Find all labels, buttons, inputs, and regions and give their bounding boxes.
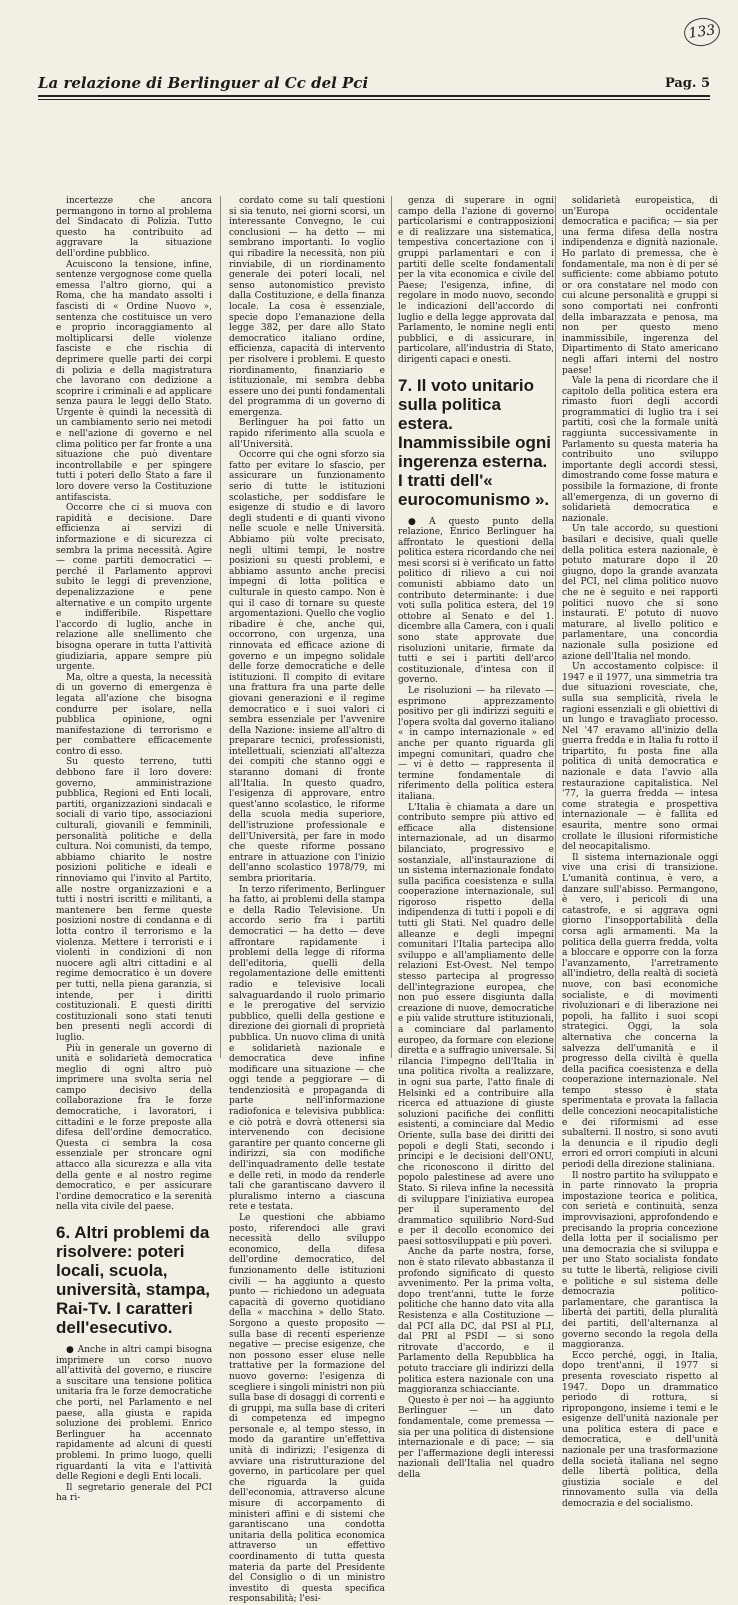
paragraph: Vale la pena di ricordare che il capitolo della politica estera era rimasto fuori degli accordi programmatici di luglio tra i sei partiti, così che la formale unità raggiunta successivamente in Parlamento su questa materia ha contribuito uno sviluppo importante degli accordi stessi, dimostrando come fosse matura e possibile la formazione, di fronte all'emergenza, di un governo di solidarietà democratica e nazionale.	[562, 376, 718, 524]
paragraph: Il nostro partito ha sviluppato e in parte rinnovato la propria impostazione teorica e politica, con serietà e continuità, senza improvvisazioni, approfondendo e precisando la propria concezione della lotta per il socialismo per una democrazia che si sviluppa e per uno Stato socialista fondato su tutte le libertà, religiose civili e politiche e sul sistema delle democrazia politico-parlamentare, che garantisca la libertà dei partiti, della pluralità dei partiti, dell'alternanza al governo secondo la regola della maggioranza.	[562, 1170, 718, 1351]
column-4	[562, 196, 718, 1510]
paragraph: Le questioni che abbiamo posto, riferendoci alle gravi necessità dello sviluppo economico, della difesa dell'ordine democratico, del funzionamento delle istituzioni civili — ha aggiunto a questo punto — richiedono un adeguata capacità di governo quotidiano della « macchina » dello Stato. Sorgono a questo proposito — sulla base di recenti esperienze negative — precise esigenze, che non possono esser eluse nelle trattative per la formazione del nuovo governo: l'esigenza di scegliere i singoli ministri non più sulla base di dosaggi di correnti e di gruppi, ma sulla base di criteri di competenza ed impegno personale e, al tempo stesso, in modo da garantire un'effettiva unità di indirizzi; l'esigenza di avviare una ristrutturazione del governo, in particolare per quel che riguarda la guida dell'economia, attraverso alcune misure di accorpamento di ministeri affini e di sistemi che garantiscano una condotta unitaria della politica economica attraverso un effettivo coordinamento di tutta questa materia da parte del Presidente del Consiglio o di un ministro investito di questa specifica responsabilità; l'esi-	[229, 1213, 385, 1605]
paragraph: Questo è per noi — ha aggiunto Berlinguer — un dato fondamentale, come premessa — sia per una politica di distensione internazionale e di pace; — sia per l'affermazione degli interessi nazionali dell'Italia nel quadro della	[398, 1395, 554, 1480]
section-6-heading: 6. Altri problemi da risolvere: poteri locali, scuola, università, stampa, Rai-Tv. I caratteri dell'esecutivo.	[56, 1223, 211, 1337]
paragraph: ● A questo punto della relazione, Enrico Berlinguer ha affrontato le questioni della politica estera ricordando che nei mesi scorsi si è verificato un fatto politico di rilievo a cui noi comunisti abbiamo dato un contributo determinante: i due voti sulla politica estera, del 19 ottobre al Senato e del 1. dicembre alla Camera, con i quali sono state approvate due risoluzioni unitarie, firmate da tutti e sei i partiti dell'arco costituzionale, d'intesa con il governo.	[398, 516, 555, 686]
column-3	[398, 196, 555, 1480]
running-title: La relazione di Berlinguer al Cc del Pci	[38, 74, 369, 92]
paragraph: incertezze che ancora permangono in torno al problema del Sindacato di Polizia. Tutto questo ha contribuito ad aggravare la situazione dell'ordine pubblico.	[56, 196, 212, 259]
handwritten-page-number: 133	[682, 16, 722, 49]
paragraph: L'Italia è chiamata a dare un contributo sempre più attivo ed efficace alla distensione internazionale, ad un disarmo bilanciato, progressivo e sostanziale, all'instaurazione di un sistema internazionale fondato sulla pacifica coesistenza e sulla cooperazione internazionale, sul rigoroso rispetto della indipendenza di tutti i popoli e di tutti gli Stati. Nel quadro delle alleanze e degli impegni comunitari l'Italia partecipa allo sviluppo e all'ampliamento delle relazioni Est-Ovest. Nel tempo stesso partecipa al progresso dell'integrazione europea, che non può essere disgiunta dalla creazione di nuove, democratiche e più valide strutture istituzionali, a cominciare dal parlamento europeo, da formare con elezione diretta e a suffragio universale. Si rilancia l'impegno dell'Italia in una politica rivolta a realizzare, in ogni sua parte, l'atto finale di Helsinki ed a contribuire alla ricerca ed attuazione di giuste soluzioni pacifiche dei conflitti esistenti, a cominciare dal Medio Oriente, sulla base dei diritti dei popoli e degli Stati, secondo i principi e le decisioni dell'ONU, che riconoscono il diritto del popolo palestinese ad avere uno Stato. Si rileva infine la necessità di sviluppare l'iniziativa europea per il superamento del drammatico squilibrio Nord-Sud e per il decollo economico dei paesi sottosviluppati e più poveri.	[398, 802, 554, 1247]
column-2	[229, 196, 385, 1605]
paragraph: Berlinguer ha poi fatto un rapido riferimento alla scuola e all'Università.	[229, 418, 385, 450]
paragraph: Più in generale un governo di unità e solidarietà democratica meglio di ogni altro può imprimere una svolta seria nel campo decisivo della collaborazione fra le forze democratiche, i lavoratori, i cittadini e le forze preposte alla difesa dell'ordine democratico. Questa ci sembra la cosa essenziale per stroncare ogni attacco alla sicurezza e alla vita della gente e al nostro regime democratico, e per assicurare l'ordine democratico e la serenità nella vita civile del paese.	[56, 1043, 212, 1213]
column-divider	[555, 196, 556, 1058]
bullet-icon: ●	[66, 1345, 75, 1355]
column-divider	[391, 196, 392, 1058]
paragraph: Il sistema internazionale oggi vive una crisi di transizione. L'umanità continua, è vero, a danzare sull'abisso. Permangono, è vero, i pericoli di una catastrofe, e si aggrava ogni giorno l'insopportabilità della corsa agli armamenti. Ma la politica della guerra fredda, volta a bloccare e opporre con la forza l'avanzamento, l'arretramento all'indietro, della realtà di società nuove, con basi economiche socialiste, e di movimenti rivoluzionari e di liberazione nei popoli, ha fallito i suoi scopi strategici. Oggi, la sola alternativa che concerna la salvezza dell'umanità e il progresso della civiltà è quella della pacifica coesistenza e della cooperazione internazionale. Nel tempo stesso è stata sperimentata e provata la fallacia delle concezioni neocapitalistiche e dei riformismi ad esse subalterni. Il nostro, si sono avuti la denuncia e il ripudio degli errori ed orrori compiuti in alcuni periodi della direzione staliniana.	[562, 852, 718, 1171]
paragraph: Acuiscono la tensione, infine, sentenze vergognose come quella emessa l'altro giorno, qui a Roma, che ha mandato assolti i fascisti di « Ordine Nuovo », sentenza che costituisce un vero e proprio incoraggiamento al moltiplicarsi delle violenze fasciste e che rischia di deprimere quelle parti dei corpi di polizia e della magistratura che lavorano con dedizione a scoprire i criminali e ad applicare senza paura le leggi dello Stato. Urgente è quindi la necessità di un cambiamento serio nei metodi e nell'azione di governo e nel clima politico per far fronte a una situazione che può diventare incontrollabile e per spingere tutti i poteri dello Stato a fare il loro dovere verso la Costituzione antifascista.	[56, 259, 212, 503]
section-7-heading: 7. Il voto unitario sulla politica estera. Inammissibile ogni ingerenza esterna. I tratti dell'« eurocomunismo ».	[398, 375, 552, 509]
paragraph: Le risoluzioni — ha rilevato — esprimono apprezzamento positivo per gli indirizzi seguiti e l'opera svolta dal governo italiano « in campo internazionale » ed anche per quanto riguarda gli impegni comunitari, quadro che — vi è detto — rappresenta il termine fondamentale di riferimento della politica estera italiana.	[398, 686, 554, 802]
page-header	[38, 74, 710, 96]
paragraph: Su questo terreno, tutti debbono fare il loro dovere: governo, amministrazione pubblica, Regioni ed Enti locali, partiti, organizzazioni sindacali e sociali di vario tipo, associazioni culturali, giovanili e femminili, personalità politiche e della cultura. Noi comunisti, da tempo, abbiamo chiarito le nostre posizioni politiche e ideali e rinnoviamo qui l'invito al Partito, alle nostre organizzazioni e a tutti i nostri iscritti e militanti, a mantenere ben ferme queste posizioni nostre di condanna e di lotta contro il terrorismo e la violenza. Mettere i terroristi e i violenti in condizioni di non nuocere agli altri cittadini e al regime democratico è un dovere per tutti, nella piena garanzia, si intende, per i diritti costituzionali. E questi diritti costituzionali sono stati tenuti ben presenti negli accordi di luglio.	[56, 757, 212, 1043]
paragraph: cordato come su tali questioni si sia tenuto, nei giorni scorsi, un interessante Convegno, le cui conclusioni — ha detto — mi sembrano importanti. Io voglio qui ribadire la necessità, non più rinviabile, di un riordinamento generale dei poteri locali, nel senso autonomistico previsto dalla Costituzione, e della finanza locale. La cosa è essenziale, specie dopo l'emanazione della legge 382, per dare allo Stato democratico italiano ordine, efficienza, capacità di intervento per risolvere i problemi. E questo riordinamento, finanziario e istituzionale, mi sembra debba essere uno dei punti fondamentali del programma di un governo di emergenza.	[229, 196, 385, 418]
header-rule	[38, 95, 710, 97]
paragraph: genza di superare in ogni campo della l'azione di governo particolarismi e contrapposizioni e di realizzare una sistematica, tempestiva concertazione con i gruppi parlamentari e con i partiti delle scelte fondamentali per la vita economica e civile del Paese; l'esigenza, infine, di regolare in modo nuovo, secondo le indicazioni dell'accordo di luglio e della legge approvata dal Parlamento, le nomine negli enti pubblici, e di assicurare, in particolare, all'industria di Stato, dirigenti capaci e onesti.	[398, 196, 554, 365]
paragraph: Occorre qui che ogni sforzo sia fatto per evitare lo sfascio, per assicurare un funzionamento serio di tutte le istituzioni scolastiche, per soddisfare le esigenze di studio e di lavoro degli studenti e di quanti vivono nelle scuole e nelle Università. Abbiamo più volte precisato, negli ultimi tempi, le nostre posizioni su questi problemi, e abbiamo assunto anche precisi impegni di lotta politica e culturale in questo campo. Non è qui il caso di tornare su queste argomentazioni. Quello che voglio ribadire è che, anche qui, occorrono, con urgenza, una rinnovata ed efficace azione di governo e un impegno solidale delle forze democratiche e delle istituzioni. Il compito di evitare una frattura fra una parte delle giovani generazioni e il regime democratico e i suoi valori ci sembra essenziale per l'avvenire della Nazione: insieme all'altro di preparare tecnici, professionisti, intellettuali, scienziati all'altezza dei compiti che stanno oggi e staranno domani di fronte all'Italia. In questo quadro, l'esigenza di approvare, entro quest'anno scolastico, le riforme della scuola media superiore, dell'istruzione professionale e dell'Università, per fare in modo che queste riforme possano entrare in attuazione con l'inizio dell'anno scolastico 1978/79, mi sembra prioritaria.	[229, 450, 385, 884]
paragraph: Ma, oltre a questa, la necessità di un governo di emergenza è legata all'azione che bisogna condurre per isolare, nella pubblica opinione, ogni manifestazione di terrorismo e per combattere efficacemente contro di esso.	[56, 672, 212, 757]
paragraph: In terzo riferimento, Berlinguer ha fatto, ai problemi della stampa e della Radio Televisione. Un accordo serio fra i partiti democratici — ha detto — deve affrontare rapidamente i problemi della legge di riforma dell'editoria, quelli della regolamentazione delle emittenti radio e televisive locali salvaguardando il ruolo primario e le prerogative del servizio pubblico, quelli della gestione e direzione dei giornali di proprietà pubblica. Un nuovo clima di unità e solidarietà nazionale e democratica deve infine modificare una situazione — che oggi tende a peggiorare — di tendenziosità e propaganda di parte nell'informazione radiofonica e televisiva pubblica: e ciò potrà e dovrà ottenersi sia intervenendo con decisione garantire per quanto concerne gli indirizzi, sia con modifiche dell'inquadramento delle testate e delle reti, in modo da renderle tali che garantiscano davvero il pluralismo interno a ciascuna rete e testata.	[229, 884, 385, 1213]
bullet-icon: ●	[408, 516, 427, 527]
column-divider	[220, 196, 221, 1058]
paragraph: Occorre che ci si muova con rapidità e decisione. Dare efficienza ai servizi di informazione e di sicurezza ci sembra la prima necessità. Agire — come partiti democratici — perché il Parlamento approvi subito le leggi di prevenzione, depenalizzazione e pene alternative e un compito urgente e indifferibile. Rispettare l'accordo di luglio, anche in relazione alle snellimento che bisogna operare in tutta l'attività giudiziaria, appare sempre più urgente.	[56, 503, 212, 673]
paragraph: ● Anche in altri campi bisogna imprimere un corso nuovo all'attività del governo, e riuscire a suscitare una tensione politica unitaria fra le forze democratiche che porti, nel Parlamento e nel paese, alla giusta e rapida soluzione dei problemi. Enrico Berlinguer ha accennato rapidamente ad alcuni di questi problemi. In primo luogo, quelli riguardanti la vita e l'attività delle Regioni e degli Enti locali.	[56, 1345, 212, 1483]
page-label: Pag. 5	[664, 76, 710, 91]
paragraph: Un accostamento colpisce: il 1947 e il 1977, una simmetria tra due situazioni rovesciate, che, sulla sua semplicità, rivela le ragioni essenziali e gli obiettivi di un lungo e travagliato processo. Nel '47 eravamo all'inizio della guerra fredda e in Italia fu rotto il tripartito, fu posta fine alla politica di unità democratica e nazionale e data l'avvio alla restaurazione capitalistica. Nel '77, la guerra fredda — intesa come strategia e prospettiva internazionale — è fallita ed esaurita, mentre sono ormai crollate le illusioni riformistiche del neocapitalismo.	[562, 662, 718, 853]
paragraph: Il segretario generale del PCI ha ri-	[56, 1482, 212, 1504]
header-rule-thin	[38, 99, 710, 100]
paragraph: Ecco perché, oggi, in Italia, dopo trent'anni, il 1977 si presenta rovesciato rispetto al 1947. Dopo un drammatico periodo di rottura, si ripropongono, insieme i temi e le esigenze dell'unità nazionale per una politica estera di pace e democratica, e dell'unità nazionale per una trasformazione della società italiana nel segno delle libertà politica, della giustizia sociale e del rinnovamento sulla via della democrazia e del socialismo.	[562, 1350, 718, 1510]
paragraph: Anche da parte nostra, forse, non è stato rilevato abbastanza il profondo significato di questo avvenimento. Per la prima volta, dopo trent'anni, tutte le forze politiche che hanno dato vita alla Resistenza e alla Costituzione — dal PCI alla DC, dal PSI al PLI, dal PRI al PSDI — si sono ritrovate d'accordo, e il Parlamento della Repubblica ha potuto tracciare gli indirizzi della politica estera nazionale con una maggioranza schiacciante.	[398, 1247, 554, 1396]
column-1	[56, 196, 212, 1504]
paragraph: solidarietà europeistica, di un'Europa occidentale democratica e pacifica; — sia per una ferma difesa della nostra indipendenza e dignità nazionale. Ho parlato di premessa, che è fondamentale, ma non è di per sé sufficiente: come abbiamo potuto or ora constatare nel modo con cui alcune personalità e gruppi si sono comportati nei confronti della imbarazzata e penosa, ma non per questo meno inammissibile, ingerenza del Dipartimento di Stato americano negli affari interni del nostro paese!	[562, 196, 718, 376]
paragraph: Un tale accordo, su questioni basilari e decisive, quali quelle della politica estera nazionale, è potuto maturare dopo il 20 giugno, dopo la grande avanzata del PCI, nel clima politico nuovo che ne è seguito e nei rapporti politici nuovo che si sono instaurati. E' potuto di nuovo maturare, al livello politico e parlamentare, una concordia nazionale sulla posizione ed azione dell'Italia nel mondo.	[562, 524, 718, 662]
